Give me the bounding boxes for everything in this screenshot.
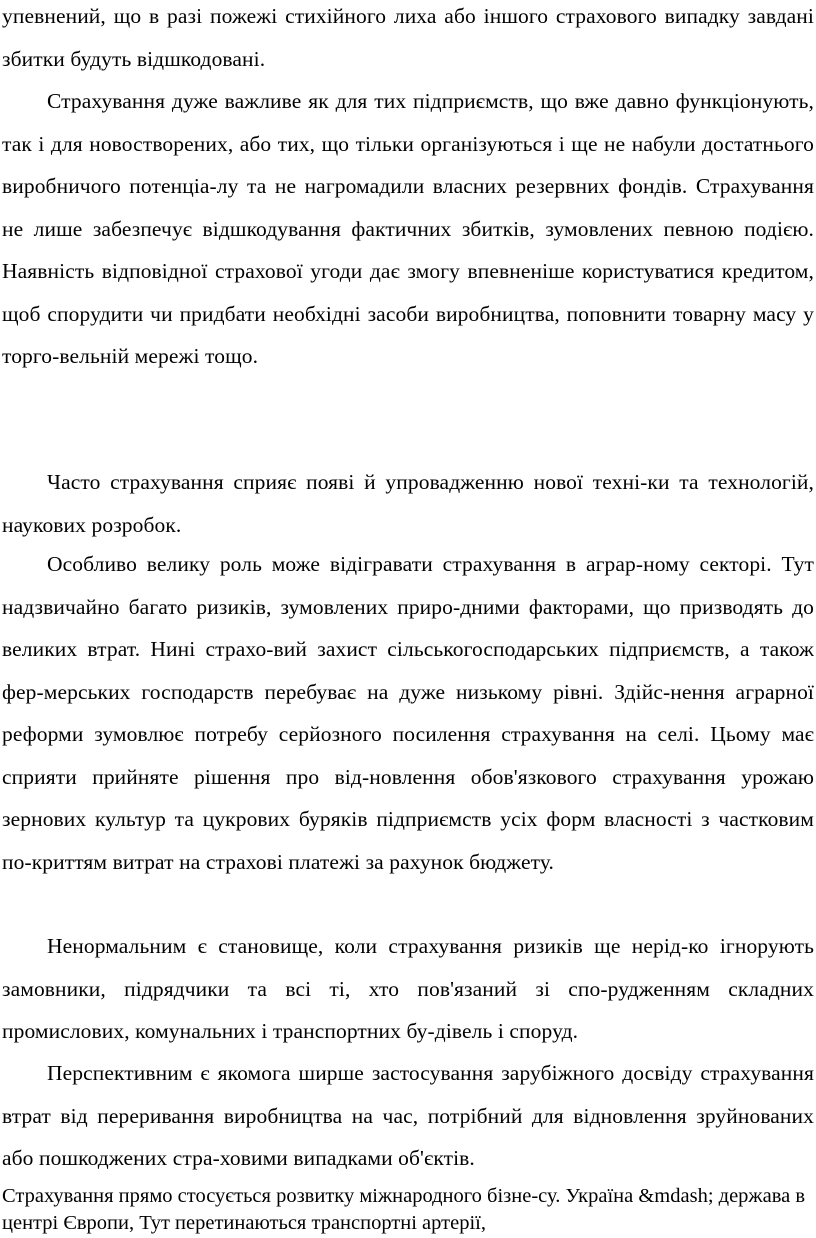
paragraph-agrarian-sector: Особливо велику роль може відігравати страхування в аграр-ному секторі. Тут надзвичайно багато ризиків, зумовлених приро-дними факторами, що призводять до великих втрат. Нині страхо-вий захист сільськогосподарських підприємств, а також фер-мерських господарств перебуває на дуже низькому рівні. Здійс-нення аграрної реформи зумовлює потребу серйозного посилення страхування на селі. Цьому має сприяти прийняте рішення про від-новлення обов'язкового страхування урожаю зернових культур та цукрових буряків підприємств усіх форм власності з частковим по-криттям витрат на страхові платежі за рахунок бюджету. (2, 552, 814, 874)
paragraph-importance: Страхування дуже важливе як для тих підприємств, що вже давно функціонують, так і для новостворених, або тих, що тільки організуються і ще не набули достатнього виробничого потенціа-лу та не нагромадили власних резервних фондів. Страхування не лише забезпечує відшкодування фактичних збитків, зумовлених певною подією. Наявність відповідної страхової угоди дає змогу впевненіше користуватися кредитом, щоб спорудити чи придбати необхідні засоби виробництва, поповнити товарну масу у торго-вельній мережі тощо. (2, 89, 814, 368)
paragraph-construction: Ненормальним є становище, коли страхування ризиків ще нерід-ко ігнорують замовники, підрядчики та всі ті, хто пов'язаний зі спо-рудженням складних промислових, комунальних і транспортних бу-дівель і споруд. (2, 934, 814, 1043)
paragraph-continuation: упевнений, що в разі пожежі стихійного лиха або іншого страхового випадку завдані збитки будуть відшкодовані. (2, 4, 814, 71)
paragraph-international-business: Страхування прямо стосується розвитку міжнародного бізне-су. Україна &mdash; держава в центрі Європи, Тут перетинаються транспортні артерії, (2, 1185, 806, 1234)
paragraph-technology: Часто страхування сприяє появі й упровадженню нової техні-ки та технологій, наукових розробок. (2, 470, 814, 537)
paragraph-foreign-experience: Перспективним є якомога ширше застосування зарубіжного досвіду страхування втрат від переривання виробництва на час, потрібний для відновлення зруйнованих або пошкоджених стра-ховими випадками об'єктів. (2, 1061, 814, 1170)
